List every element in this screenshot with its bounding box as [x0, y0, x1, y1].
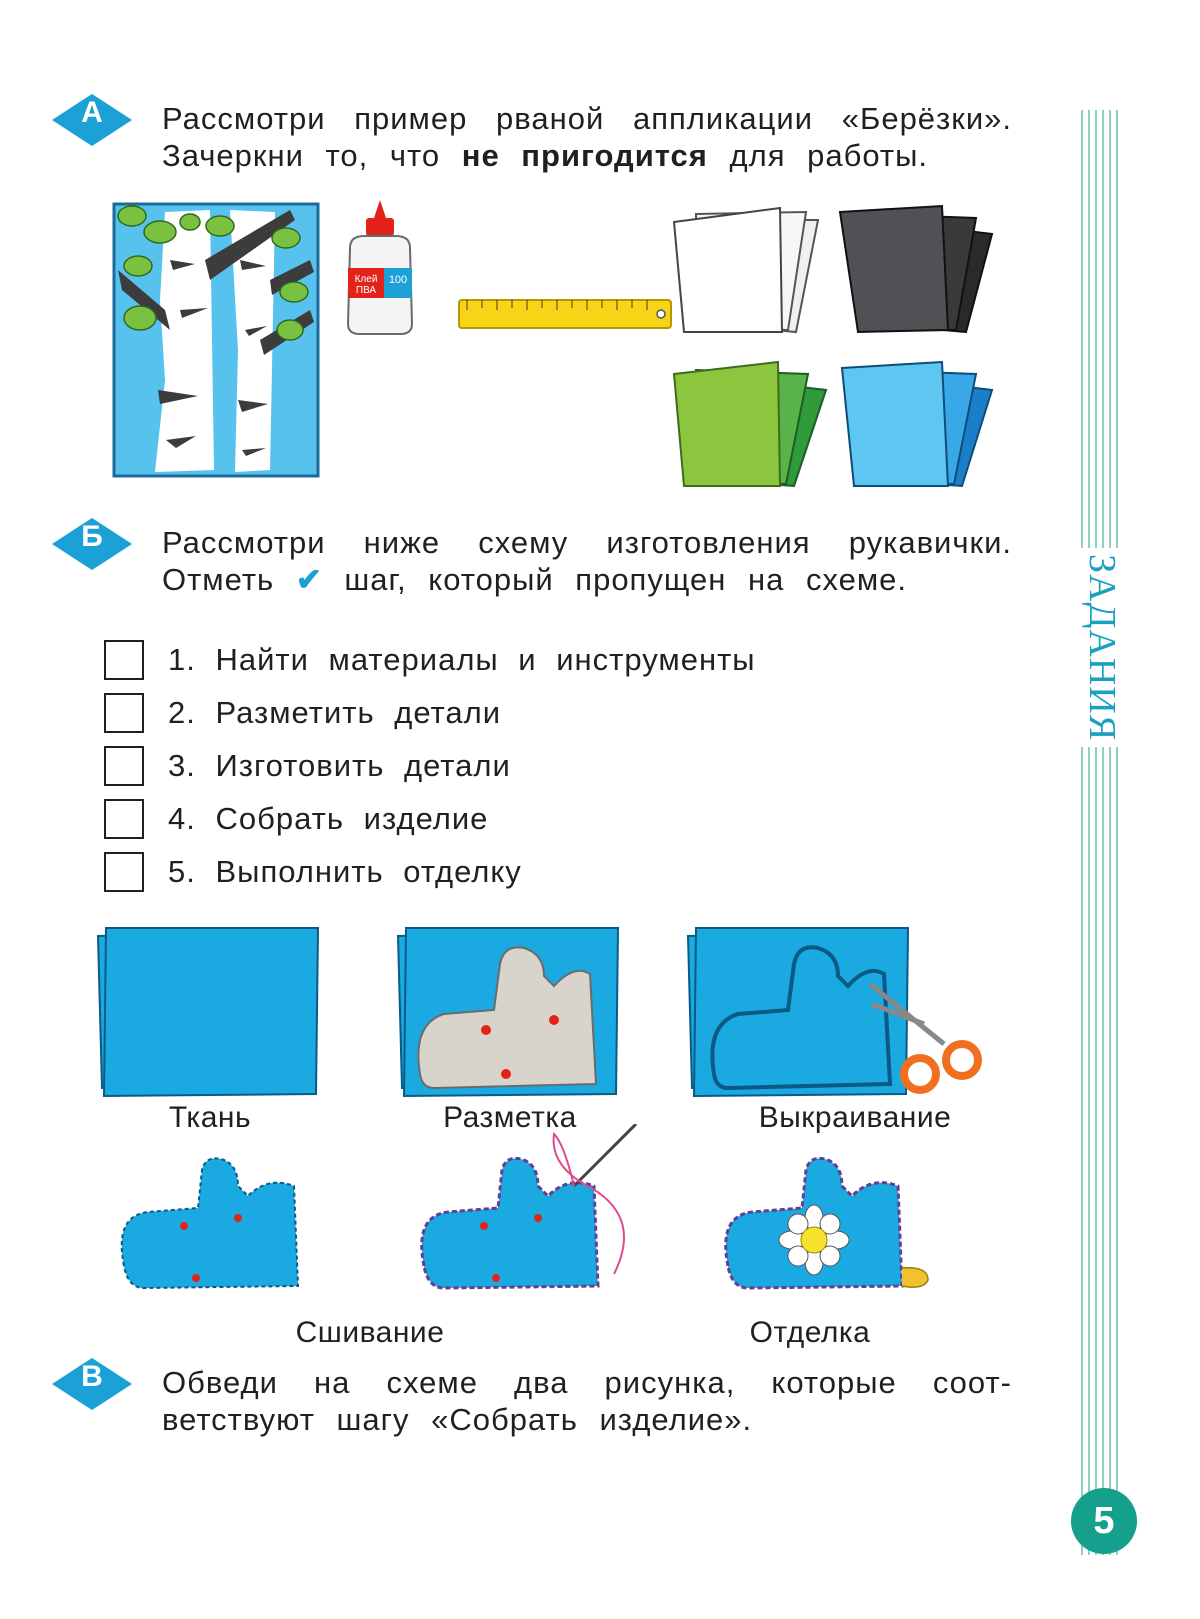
- task-b-line-1: Рассмотри ниже схему изготовления рукавички.: [162, 525, 1012, 560]
- ruler-image: [457, 296, 675, 332]
- sewing-stage2-image: [414, 1124, 654, 1296]
- task-a-letter: А: [81, 96, 103, 129]
- step-checkbox[interactable]: [104, 640, 144, 680]
- task-a-text: [162, 100, 1012, 174]
- step-checkbox[interactable]: [104, 852, 144, 892]
- checkmark-icon: ✔: [295, 562, 323, 597]
- task-v-line-2: ветствуют шагу «Собрать изделие».: [162, 1402, 753, 1437]
- step-item: 4. Собрать изделие: [104, 792, 756, 845]
- blue-paper-stack-image: [836, 356, 998, 490]
- caption-fabric: Ткань: [168, 1101, 252, 1134]
- step-item: 2. Разметить детали: [104, 686, 756, 739]
- task-v-line-1: Обведи на схеме два рисунка, которые соот-: [162, 1365, 1012, 1400]
- birch-applique-image: [110, 200, 322, 480]
- steps-checklist: [104, 633, 756, 898]
- page-number: 5: [1071, 1488, 1137, 1554]
- glue-bottle-image: [340, 198, 420, 338]
- side-tab-label: ЗАДАНИЯ: [1076, 548, 1124, 747]
- caption-marking: Разметка: [443, 1101, 577, 1134]
- step-item: 3. Изготовить детали: [104, 739, 756, 792]
- glue-label: Клей ПВА: [354, 274, 378, 296]
- white-paper-stack-image: [668, 200, 830, 336]
- finishing-image: [718, 1156, 958, 1296]
- task-b-letter: Б: [81, 520, 103, 553]
- caption-finishing: Отделка: [749, 1316, 871, 1349]
- step-item: 1. Найти материалы и инструменты: [104, 633, 756, 686]
- task-a-line-1: Рассмотри пример рваной аппликации «Берёзки».: [162, 101, 1012, 136]
- task-b-text: [162, 524, 1012, 598]
- glue-volume: 100: [388, 274, 408, 286]
- caption-cutting: Выкраивание: [758, 1101, 952, 1134]
- marking-image: [394, 924, 624, 1102]
- green-paper-stack-image: [668, 356, 830, 490]
- step-checkbox[interactable]: [104, 799, 144, 839]
- sewing-stage1-image: [114, 1156, 314, 1296]
- side-stripes: [1078, 110, 1122, 1555]
- task-b-line-2: Отметь ✔ шаг, который пропущен на схеме.: [162, 562, 908, 597]
- step-checkbox[interactable]: [104, 693, 144, 733]
- task-v-letter: В: [81, 1360, 103, 1393]
- step-item: 5. Выполнить отделку: [104, 845, 756, 898]
- fabric-image: [94, 924, 324, 1102]
- black-paper-stack-image: [836, 200, 998, 336]
- step-checkbox[interactable]: [104, 746, 144, 786]
- task-v-text: [162, 1364, 1012, 1438]
- task-a-line-2: Зачеркни то, что не пригодится для работы.: [162, 138, 928, 173]
- task-a-bold: не пригодится: [461, 138, 708, 173]
- cutting-image: [684, 924, 994, 1102]
- caption-sewing: Сшивание: [295, 1316, 445, 1349]
